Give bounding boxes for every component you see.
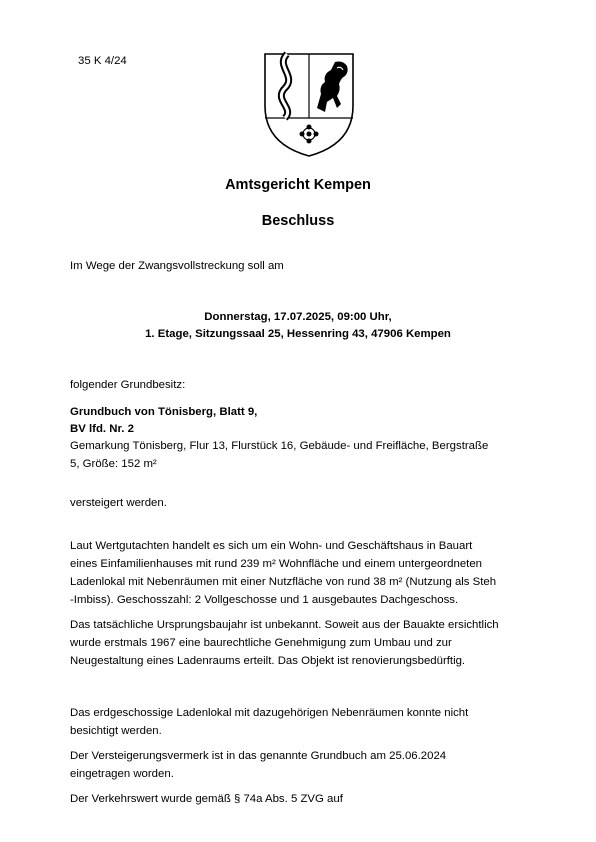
- paragraph-line: -Imbiss). Geschosszahl: 2 Vollgeschosse und 1 ausgebautes Dachgeschoss.: [70, 594, 459, 606]
- auction-phrase: versteigert werden.: [70, 497, 167, 509]
- paragraph-line: eingetragen worden.: [70, 768, 174, 780]
- paragraph-line: Das tatsächliche Ursprungsbaujahr ist unbekannt. Soweit aus der Bauakte ersichtlich: [70, 619, 499, 631]
- paragraph-line: besichtigt werden.: [70, 725, 162, 737]
- appointment-date: Donnerstag, 17.07.2025, 09:00 Uhr,: [204, 311, 392, 323]
- property-lead: folgender Grundbesitz:: [70, 379, 186, 391]
- property-description-line: 5, Größe: 152 m²: [70, 458, 157, 470]
- court-name: Amtsgericht Kempen: [225, 177, 371, 193]
- paragraph-line: Der Versteigerungsvermerk ist in das genannte Grundbuch am 25.06.2024: [70, 750, 447, 762]
- intro-text: Im Wege der Zwangsvollstreckung soll am: [70, 260, 284, 272]
- paragraph-line: wurde erstmals 1967 eine baurechtliche Genehmigung zum Umbau und zur: [70, 637, 452, 649]
- paragraph-line: Ladenlokal mit Nebenräumen mit einer Nutzfläche von rund 38 m² (Nutzung als Steh: [70, 576, 497, 588]
- property-description-line: Gemarkung Tönisberg, Flur 13, Flurstück 16, Gebäude- und Freifläche, Bergstraße: [70, 440, 489, 452]
- land-register: Grundbuch von Tönisberg, Blatt 9,: [70, 406, 258, 418]
- paragraph-line: Neugestaltung eines Ladenraums erteilt. Das Objekt ist renovierungsbedürftig.: [70, 655, 466, 667]
- paragraph-line: Der Verkehrswert wurde gemäß § 74a Abs. 5 ZVG auf: [70, 793, 343, 805]
- document-type: Beschluss: [261, 213, 335, 229]
- appointment-location: 1. Etage, Sitzungssaal 25, Hessenring 43, 47906 Kempen: [145, 328, 451, 340]
- bv-number: BV lfd. Nr. 2: [70, 423, 134, 435]
- paragraph-line: eines Einfamilienhauses mit rund 239 m² Wohnfläche und einem untergeordneten: [70, 558, 482, 570]
- paragraph-line: Das erdgeschossige Ladenlokal mit dazugehörigen Nebenräumen konnte nicht: [70, 707, 469, 719]
- coat-of-arms-icon: [261, 46, 357, 160]
- paragraph-line: Laut Wertgutachten handelt es sich um ein Wohn- und Geschäftshaus in Bauart: [70, 540, 473, 552]
- file-number: 35 K 4/24: [78, 55, 127, 67]
